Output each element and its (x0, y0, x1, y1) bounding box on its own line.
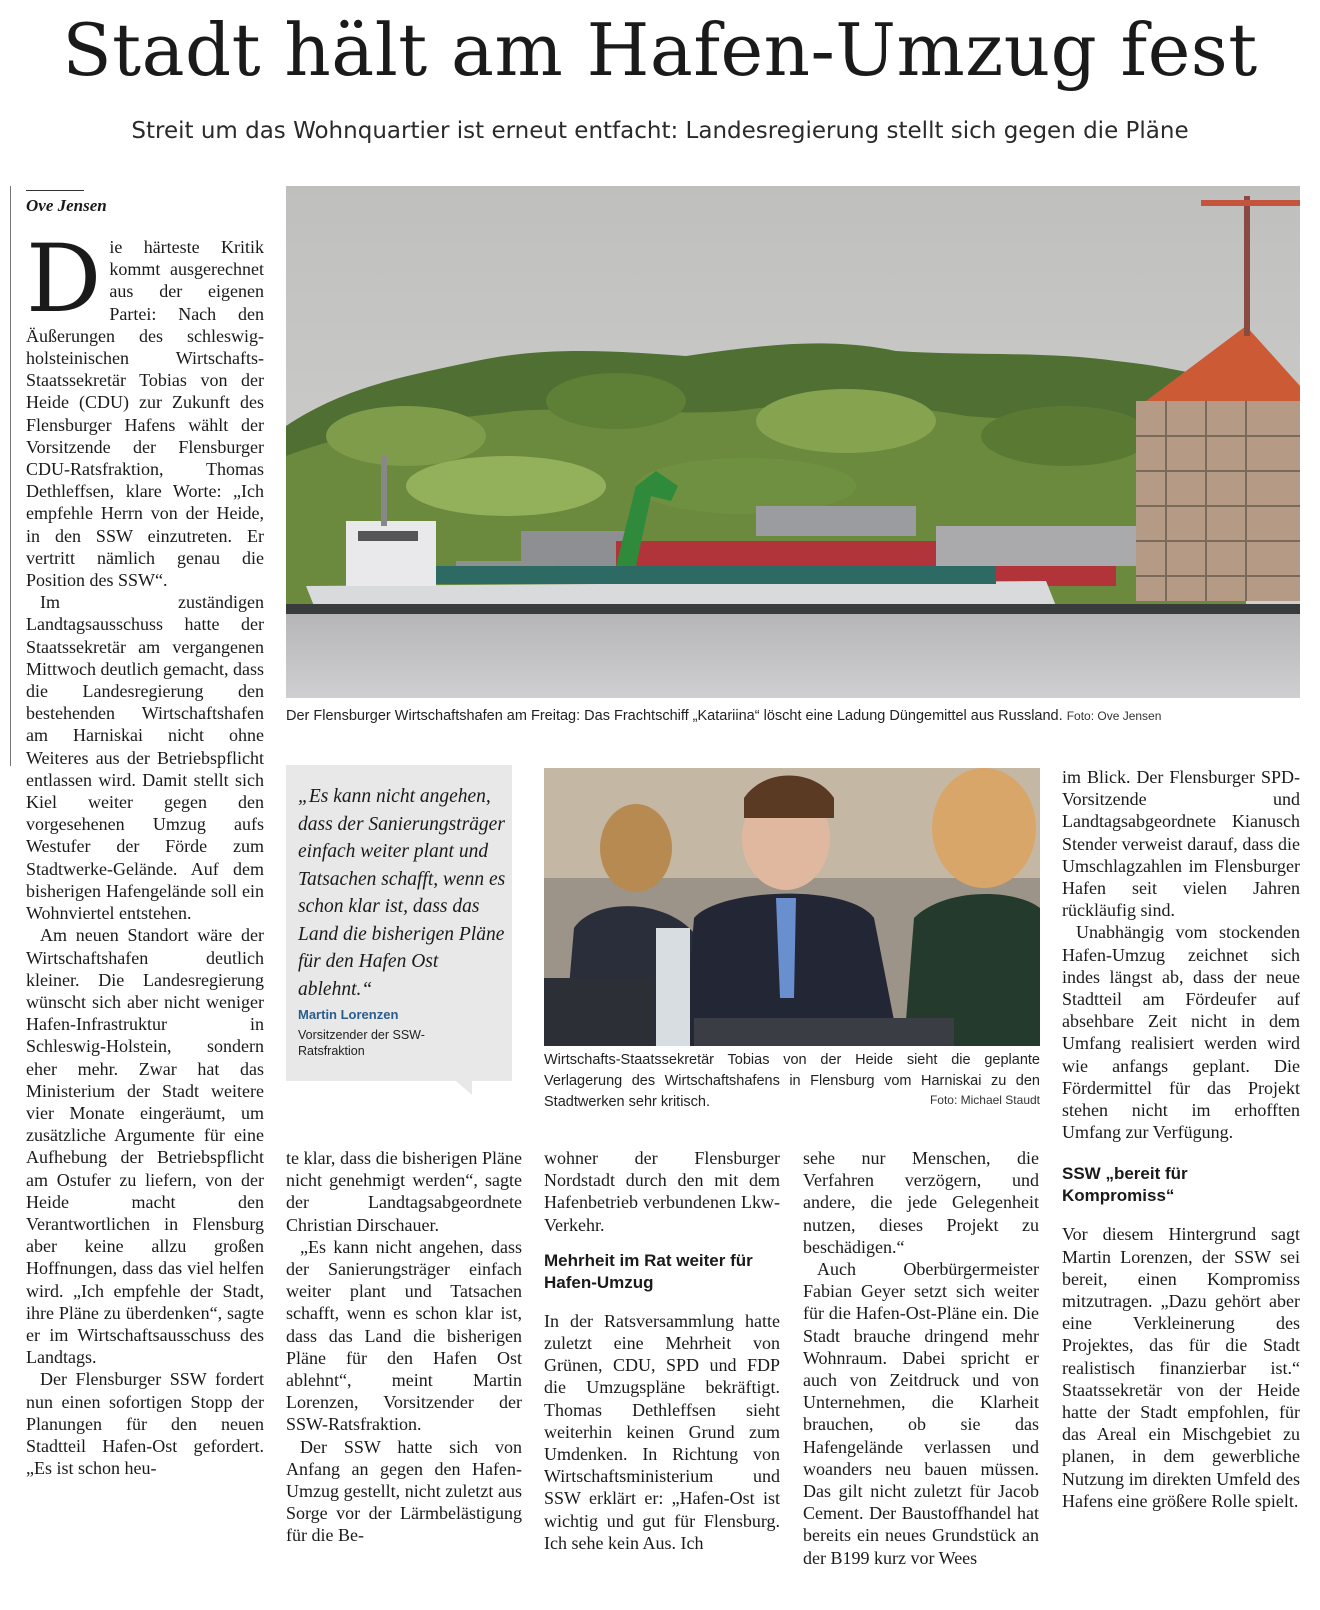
paragraph: Auch Oberbürgermeister Fabian Geyer setzt sich weiter für die Hafen-Ost-Pläne ein. Die Stadt brauche dringend mehr Wohnraum. Dabei spricht er auch von Zeitdruck und von Unternehmen, die Klarheit brauchen, ob sie das Hafengelände verlassen und woanders neu bauen müssen. Das gilt nicht zuletzt für Jacob Cement. Der Baustoffhandel hat bereits ein neues Grundstück an der B199 kurz vor Wees (803, 1259, 1039, 1568)
pull-quote-notch (456, 1081, 472, 1095)
paragraph: In der Ratsversammlung hatte zuletzt eine Mehrheit von Grünen, CDU, SPD und FDP die Umzugspläne bekräftigt. Thomas Dethleffsen sieht weiterhin keinen Grund zum Umdenken. In Richtung von Wirtschaftsministerium und SSW erklärt er: „Hafen-Ost ist wichtig und gut für Flensburg. Ich sehe kein Aus. Ich (544, 1310, 780, 1553)
paragraph: Der SSW hatte sich von Anfang an gegen den Hafen-Umzug gestellt, nicht zuletzt aus Sorge vor der Lärmbelästigung für die Be- (286, 1436, 522, 1546)
article-column-4 (803, 1147, 1039, 1569)
pull-quote-text: „Es kann nicht angehen, dass der Sanierungsträger einfach weiter plant und Tatsachen schafft, wenn es schon klar ist, dass das Land die bisherigen Pläne für den Hafen Ost ablehnt.“ (298, 786, 506, 1000)
paragraph (26, 225, 264, 591)
article-column-5 (1062, 766, 1300, 1512)
pull-quote-name: Martin Lorenzen (298, 1007, 399, 1022)
paragraph: Im zuständigen Landtagsausschuss hatte der Staatssekretär am vergangenen Mittwoch deutlich gemacht, dass die Landesregierung den bestehenden Wirtschaftshafen am Harniskai nicht ohne Weiteres aus der Betriebspflicht entlassen wird. Damit stellt sich Kiel weiter gegen den vorgesehenen Umzug aufs Westufer der Förde zum Stadtwerke-Gelände. Auf dem bisherigen Hafengelände soll ein Wohnviertel entstehen. (26, 592, 264, 924)
paragraph-text: ie härteste Kritik kommt ausgerechnet aus der eigenen Partei: Nach den Äußerungen des schleswig-holsteinischen Wirtschafts-Staatssekretär Tobias von der Heide (CDU) zur Zukunft des Flensburger Hafens wählt der Vorsitzende der Flensburger CDU-Ratsfraktion, Thomas Dethleffsen, klare Worte: „Ich empfehle Herrn von der Heide, in den SSW einzutreten. Er vertritt nämlich genau die Position des SSW“. (26, 237, 264, 591)
subheadline: Streit um das Wohnquartier ist erneut entfacht: Landesregierung stellt sich gegen die Pläne (131, 118, 1189, 144)
byline: Ove Jensen (26, 196, 107, 215)
meeting-photo (544, 768, 1040, 1046)
meeting-photo-graphic (544, 768, 1040, 1046)
paragraph: Am neuen Standort wäre der Wirtschaftshafen deutlich kleiner. Die Landesregierung wünscht sich aber nicht weniger Hafen-Infrastruktur in Schleswig-Holstein, sondern eher mehr. Zwar hat das Ministerium der Stadt weitere vier Monate eingeräumt, um zusätzliche Argumente für eine Aufhebung der Betriebspflicht am Ostufer zu liefern, von der Heide macht den Verantwortlichen in Flensburg aber keine allzu großen Hoffnungen, dass das viel helfen wird. „Ich empfehle der Stadt, ihre Pläne zu überdenken“, sagte er im Wirtschaftsausschuss des Landtags. (26, 925, 264, 1368)
dropcap: D (26, 225, 102, 334)
meeting-caption-text: Wirtschafts-Staatssekretär Tobias von der Heide sieht die geplante Verlagerung des Wirtschaftshafens in Flensburg vom Harniskai zu den Stadtwerken sehr kritisch. (544, 1052, 1040, 1110)
margin-rule (10, 186, 11, 766)
harbor-photo-graphic (286, 186, 1300, 698)
meeting-photo-credit: Foto: Michael Staudt (929, 1093, 1040, 1107)
paragraph: „Es kann nicht angehen, dass der Sanierungsträger einfach weiter plant und Tatsachen schafft, wenn es schon klar ist, dass das Land die bisherigen Pläne für den Hafen Ost ablehnt“, meint Martin Lorenzen, Vorsitzender der SSW-Ratsfraktion. (286, 1236, 522, 1435)
pull-quote-role: Vorsitzender der SSW-Ratsfraktion (298, 1028, 425, 1058)
subheading: SSW „bereit für Kompromiss“ (1062, 1164, 1188, 1206)
article-column-3 (544, 1147, 780, 1554)
paragraph: Unabhängig vom stockenden Hafen-Umzug zeichnet sich indes längst ab, dass der neue Stadtteil am Fördeufer auf absehbare Zeit nicht in dem Umfang realisiert werden wird wie anfangs geplant. Die Fördermittel für das Projekt stehen nicht im erhofften Umfang zur Verfügung. (1062, 922, 1300, 1143)
paragraph: wohner der Flensburger Nordstadt durch den mit dem Hafenbetrieb verbundenen Lkw-Verkehr. (544, 1148, 780, 1235)
headline: Stadt hält am Hafen-Umzug fest (62, 8, 1258, 92)
paragraph: im Blick. Der Flensburger SPD-Vorsitzende und Landtagsabgeordnete Kianusch Stender verweist darauf, dass die Umschlagzahlen im Flensburger Hafen seit vielen Jahren rückläufig sind. (1062, 767, 1300, 921)
paragraph: te klar, dass die bisherigen Pläne nicht genehmigt werden“, sagte der Landtagsabgeordnete Christian Dirschauer. (286, 1148, 522, 1235)
paragraph: Der Flensburger SSW fordert nun einen sofortigen Stopp der Planungen für den neuen Stadtteil Hafen-Ost gefordert. „Es ist schon heu- (26, 1369, 264, 1479)
paragraph: sehe nur Menschen, die Verfahren verzögern, und andere, die jede Gelegenheit nutzen, dieses Projekt zu beschädigen.“ (803, 1148, 1039, 1257)
article-column-1 (26, 225, 264, 1479)
pull-quote-box (286, 765, 512, 1081)
byline-rule (26, 190, 84, 191)
harbor-photo (286, 186, 1300, 698)
harbor-photo-credit: Foto: Ove Jensen (1066, 709, 1162, 723)
subheading: Mehrheit im Rat weiter für Hafen-Umzug (544, 1250, 753, 1292)
paragraph: Vor diesem Hintergrund sagt Martin Lorenzen, der SSW sei bereit, einen Kompromiss mitzutragen. „Dazu gehört aber eine Verkleinerung des Projektes, das für die Stadt realistisch finanzierbar ist.“ Staatssekretär von der Heide hatte der Stadt empfohlen, für das Areal ein Mischgebiet zu planen, in dem gewerbliche Nutzung im direkten Umfeld des Hafens eine größere Rolle spielt. (1062, 1224, 1300, 1511)
article-column-2 (286, 1147, 522, 1547)
harbor-caption-text: Der Flensburger Wirtschaftshafen am Freitag: Das Frachtschiff „Katariina“ löscht eine Ladung Düngemittel aus Russland. (286, 708, 1063, 724)
harbor-photo-caption (286, 706, 1300, 727)
